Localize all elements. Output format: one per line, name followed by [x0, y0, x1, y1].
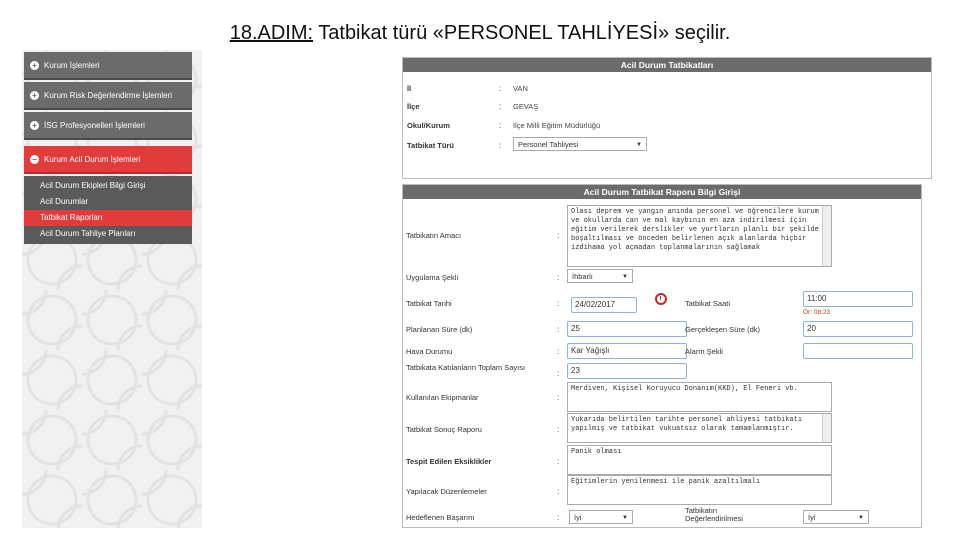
chevron-down-icon: ▼	[622, 515, 628, 521]
il-label: İl	[407, 84, 412, 93]
sidebar-sublist	[24, 176, 192, 244]
hava-value: Kar Yağışlı	[571, 346, 610, 355]
chevron-down-icon: ▼	[622, 274, 628, 280]
plan-sure-value: 25	[571, 324, 580, 333]
step-text: Tatbikat türü «PERSONEL TAHLİYESİ» seçilir.	[313, 22, 731, 44]
sidebar-item-label: Kurum Acil Durum İşlemleri	[44, 154, 141, 164]
sidebar-subitem-tatbikat-raporlari[interactable]: Tatbikat Raporları	[24, 210, 192, 226]
sonuc-textarea[interactable]	[567, 413, 832, 443]
colon: :	[499, 84, 502, 93]
saat-input[interactable]	[803, 291, 913, 307]
colon: :	[499, 121, 502, 130]
sidebar-subitem-ekipler[interactable]: Acil Durum Ekipleri Bilgi Girişi	[40, 181, 146, 190]
colon: :	[557, 393, 560, 402]
katilan-value: 23	[571, 366, 580, 375]
alarm-input[interactable]	[803, 343, 913, 359]
tatbikat-turu-value: Personel Tahliyesi	[518, 140, 579, 149]
uygulama-sekli-select[interactable]	[567, 269, 633, 283]
tur-label: Tatbikat Türü	[407, 141, 454, 150]
degerlendirme-select[interactable]	[803, 510, 869, 524]
gercek-sure-label: Gerçekleşen Süre (dk)	[685, 325, 761, 334]
colon: :	[557, 457, 560, 466]
ekipman-textarea[interactable]	[567, 382, 832, 412]
basari-select[interactable]	[569, 510, 633, 524]
calendar-clock-icon[interactable]	[655, 293, 667, 305]
sidebar-item-risk[interactable]	[24, 82, 192, 110]
gercek-sure-value: 20	[807, 324, 816, 333]
colon: :	[499, 141, 502, 150]
colon: :	[557, 513, 560, 522]
panel-title: Acil Durum Tatbikatları	[403, 58, 931, 72]
plus-circle-icon: +	[30, 121, 39, 130]
scrollbar[interactable]	[822, 206, 831, 266]
sekil-value: İhbarlı	[572, 272, 593, 281]
duzen-textarea[interactable]	[567, 475, 832, 505]
eksik-textarea[interactable]	[567, 445, 832, 475]
sidebar-item-label: İSG Profesyonelleri İşlemleri	[44, 120, 145, 130]
plus-circle-icon: +	[30, 61, 39, 70]
sekil-label: Uygulama Şekli	[406, 273, 459, 282]
colon: :	[557, 231, 560, 240]
colon: :	[557, 273, 560, 282]
basari-label: Hedeflenen Başarım	[406, 513, 475, 522]
colon: :	[557, 347, 560, 356]
eksik-label: Tespit Edilen Eksiklikler	[406, 457, 492, 466]
ilce-label: İlçe	[407, 102, 420, 111]
scrollbar[interactable]	[822, 414, 831, 442]
gercek-sure-input[interactable]	[803, 321, 913, 337]
colon: :	[557, 325, 560, 334]
plan-sure-input[interactable]	[567, 321, 687, 337]
ekipman-text: Merdiven, Kişisel Koruyucu Donanım(KKD), El Feneri vb.	[571, 385, 798, 393]
sidebar-item-label: Kurum Risk Değerlendirme İşlemleri	[44, 90, 173, 100]
ekipman-label: Kullanılan Ekipmanlar	[406, 393, 479, 402]
amac-label: Tatbikatın Amacı	[406, 231, 462, 240]
tatbikat-turu-select[interactable]	[513, 137, 647, 151]
colon: :	[557, 487, 560, 496]
tarih-input[interactable]	[571, 297, 637, 313]
sidebar	[24, 52, 192, 244]
chevron-down-icon: ▼	[858, 515, 864, 521]
hava-input[interactable]	[567, 343, 687, 359]
plan-sure-label: Planlanan Süre (dk)	[406, 325, 473, 334]
minus-circle-icon: −	[30, 155, 39, 164]
katilan-label: Tatbikata Katılanların Toplam Sayısı	[406, 363, 526, 372]
hava-label: Hava Durumu	[406, 347, 453, 356]
eksik-text: Panik olması	[571, 448, 622, 456]
sidebar-item-kurum-islemleri[interactable]	[24, 52, 192, 80]
sonuc-text: Yukarıda belirtilen tarihte personel ahliyesi tatbikatı yapılmış ve tatbikat vukuatsız olarak tamamlanmıştır.	[571, 416, 803, 433]
ilce-value: GEVAŞ	[513, 102, 539, 111]
amac-text: Olası deprem ve yangın anında personel ve öğrencilere kurum ve okullarda can ve mal kaybının en aza indirilmesi için eğitim verilerek derslikler ve yurtların planlı bir şekilde boşaltılması ve önceden belirlenen açık alanlarda hiçbir izdihama yol açmadan toplanmalarının sağlamak	[571, 208, 819, 252]
sidebar-subitem-acil-durumlar[interactable]: Acil Durumlar	[40, 197, 89, 206]
sidebar-item-label: Kurum İşlemleri	[44, 60, 100, 70]
sidebar-item-acil-durum[interactable]	[24, 146, 192, 174]
step-label: 18.ADIM:	[229, 22, 314, 44]
il-value: VAN	[513, 84, 528, 93]
slide-title	[0, 22, 960, 45]
alarm-label: Alarm Şekli	[685, 347, 723, 356]
degerlendirme-value: İyi	[808, 513, 816, 522]
sidebar-item-isg[interactable]	[24, 112, 192, 140]
okul-label: Okul/Kurum	[407, 121, 450, 130]
amac-textarea[interactable]	[567, 205, 832, 267]
basari-value: İyi	[574, 513, 582, 522]
okul-value: İlçe Milli Eğitim Müdürlüğü	[513, 121, 601, 130]
tatbikat-panel	[402, 57, 932, 179]
saat-value: 11:00	[807, 294, 827, 303]
sonuc-label: Tatbikat Sonuç Raporu	[406, 425, 482, 434]
plus-circle-icon: +	[30, 91, 39, 100]
duzen-label: Yapılacak Düzenlemeler	[406, 487, 487, 496]
tarih-value: 24/02/2017	[575, 300, 616, 309]
chevron-down-icon: ▼	[636, 142, 642, 148]
saat-hint: Ör: 08:23	[803, 309, 831, 316]
colon: :	[557, 299, 560, 308]
colon: :	[557, 425, 560, 434]
colon: :	[499, 102, 502, 111]
katilan-input[interactable]	[567, 363, 687, 379]
colon: :	[557, 369, 560, 378]
panel-title: Acil Durum Tatbikat Raporu Bilgi Girişi	[403, 185, 921, 199]
saat-label: Tatbikat Saati	[685, 299, 731, 308]
rapor-panel	[402, 184, 922, 528]
duzen-text: Eğitimlerin yenilenmesi ile panik azaltılmalı	[571, 478, 761, 486]
degerlendirme-label: Tatbikatın Değerlendirilmesi	[685, 506, 743, 523]
tarih-label: Tatbikat Tarihi	[406, 299, 452, 308]
sidebar-subitem-tahliye-planlari[interactable]: Acil Durum Tahliye Planları	[40, 229, 136, 238]
